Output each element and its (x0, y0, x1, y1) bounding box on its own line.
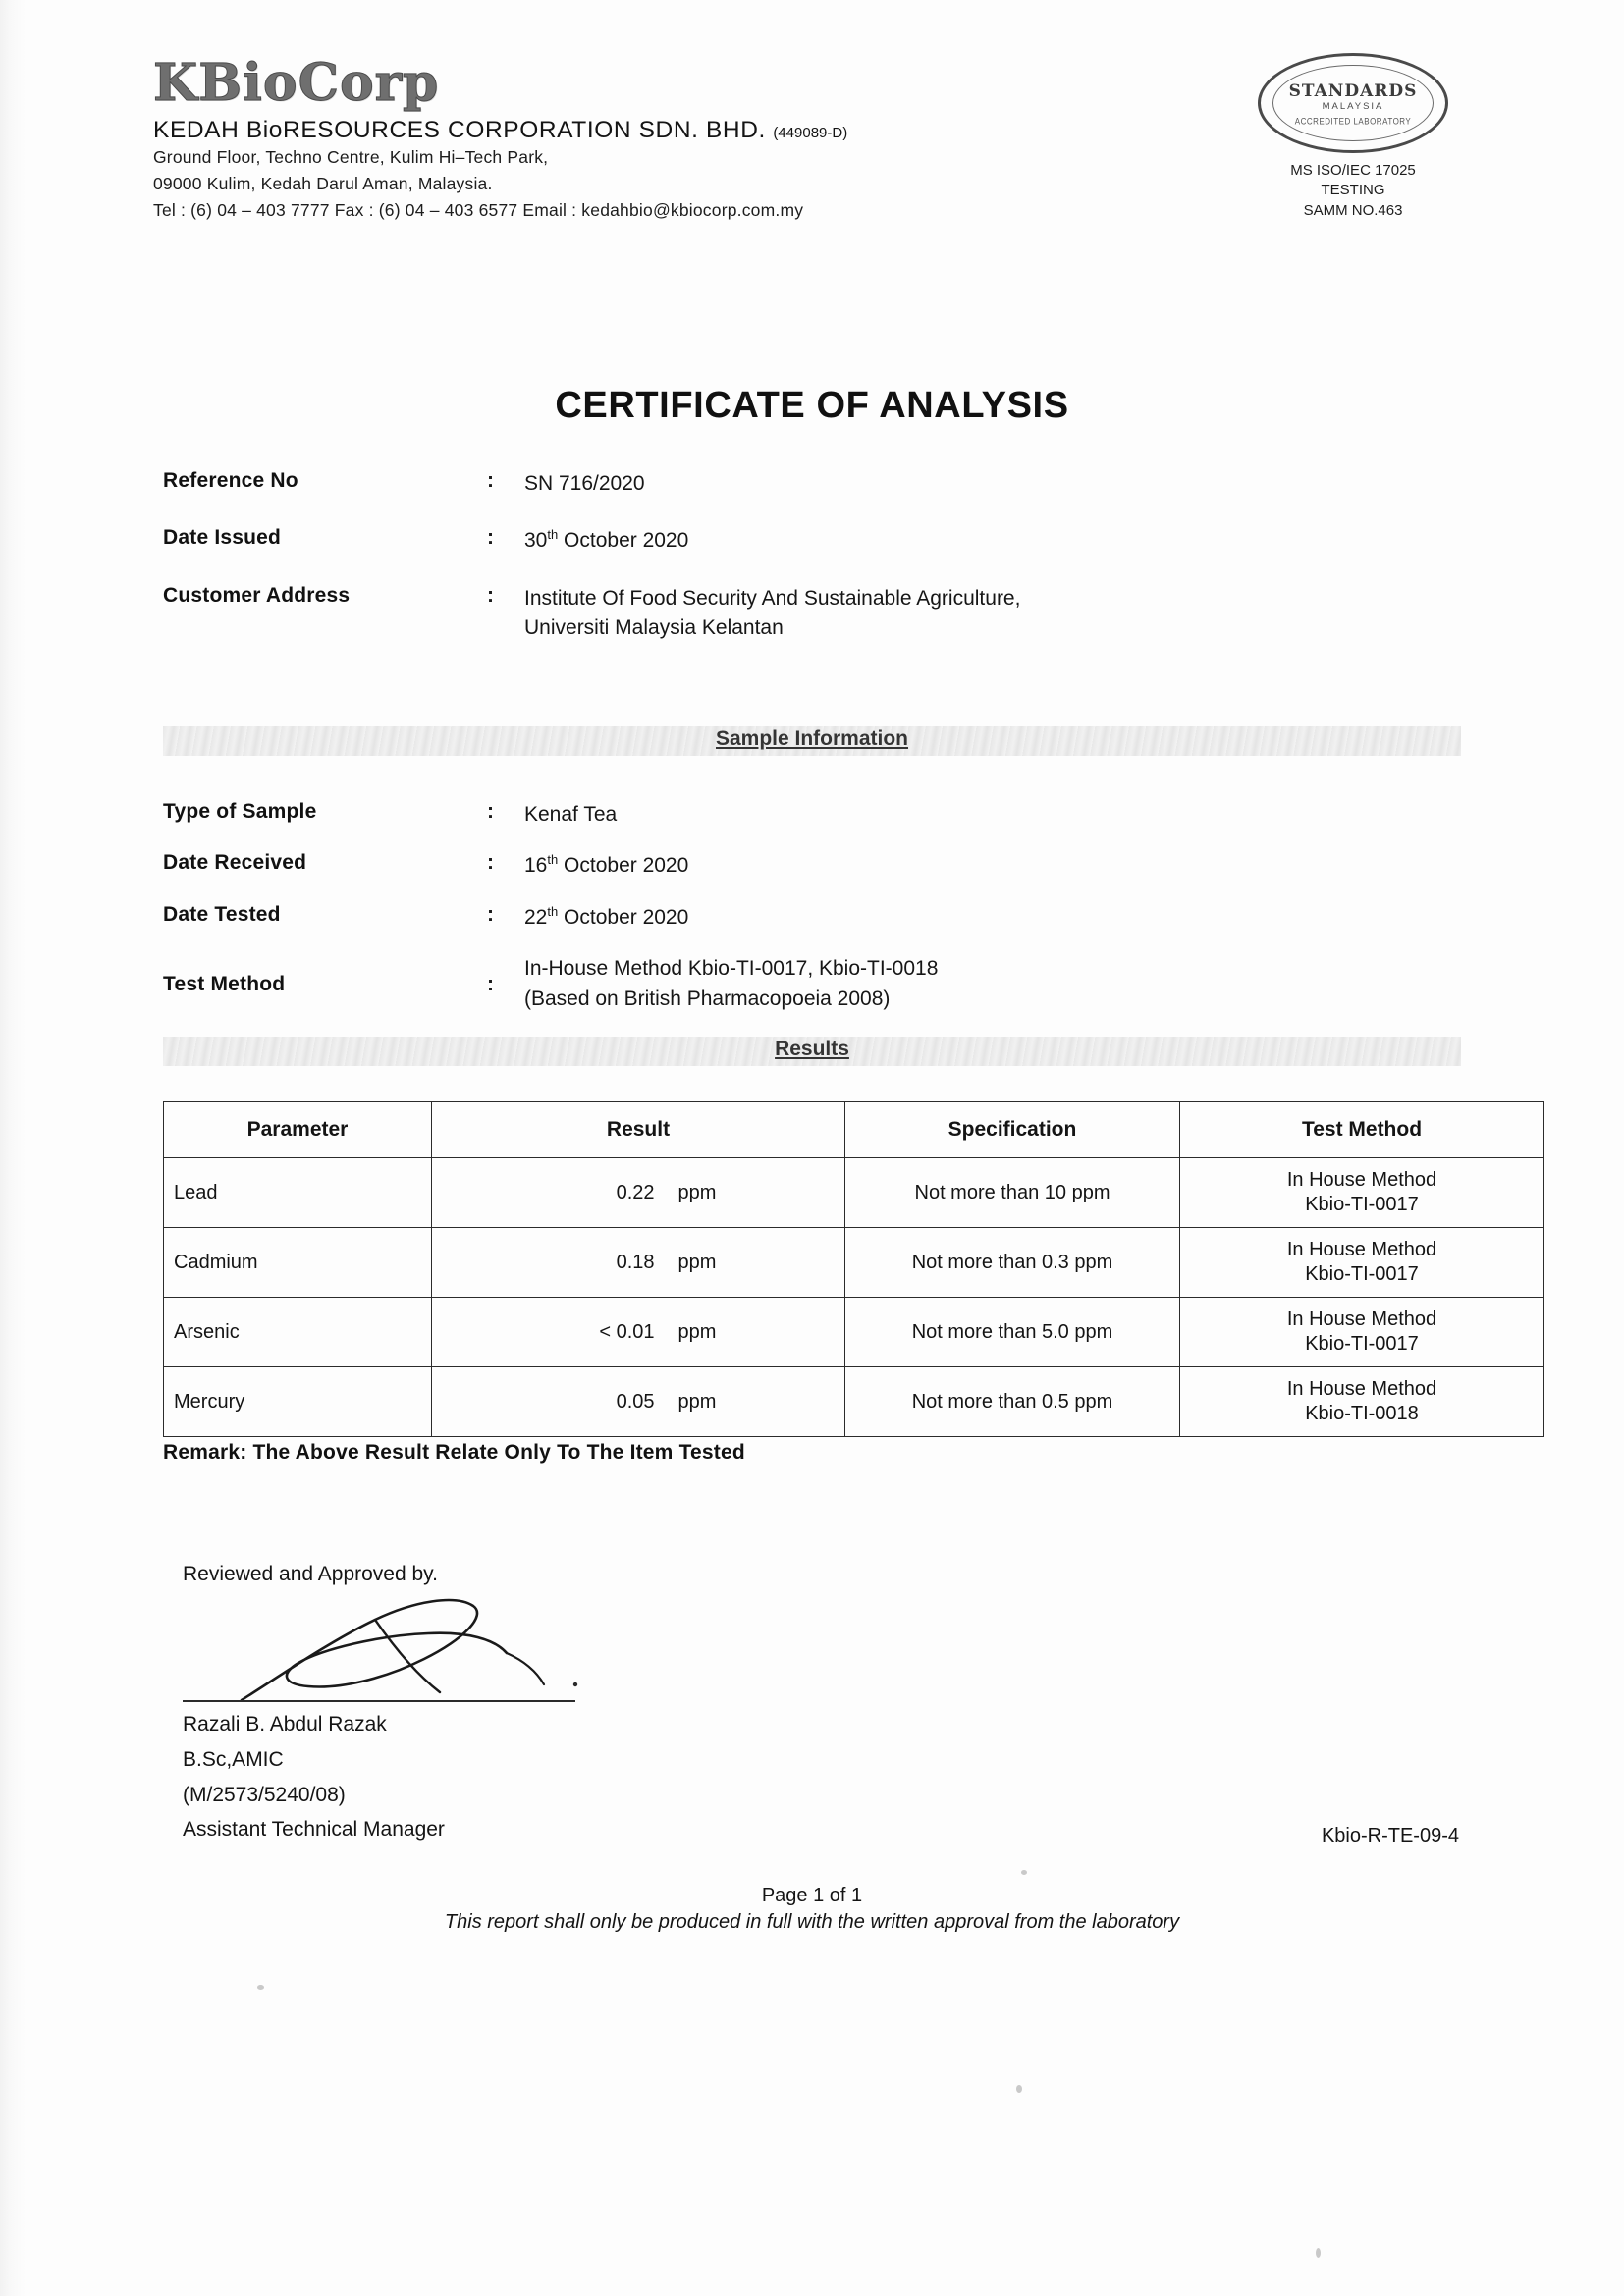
cell-result (432, 1367, 845, 1437)
scan-speck (257, 1985, 264, 1990)
date-received-month-year: October 2020 (558, 854, 689, 878)
date-received-day: 16 (524, 854, 548, 878)
date-tested-month-year: October 2020 (558, 905, 689, 929)
result-value: < 0.01 (599, 1320, 655, 1343)
scan-edge-artifact (0, 0, 26, 2296)
address-line-2: 09000 Kulim, Kedah Darul Aman, Malaysia. (153, 173, 493, 193)
cell-parameter: Lead (164, 1158, 432, 1228)
page-number: Page 1 of 1 (761, 1885, 863, 1906)
contact-line: Tel : (6) 04 – 403 7777 Fax : (6) 04 – 403 6577 Email : kedahbio@kbiocorp.com.my (153, 199, 804, 220)
signature-line (183, 1700, 575, 1702)
field-colon: : (487, 583, 494, 607)
field-colon: : (487, 469, 494, 492)
sample-information-fields (163, 800, 1439, 1036)
cell-result (432, 1298, 845, 1367)
form-code: Kbio-R-TE-09-4 (1321, 1825, 1459, 1846)
field-label: Date Issued (163, 526, 282, 550)
test-method-line-1: In-House Method Kbio-TI-0017, Kbio-TI-0018 (524, 957, 939, 981)
section-bar-results (163, 1037, 1461, 1066)
field-colon: : (487, 800, 494, 823)
cell-parameter: Cadmium (164, 1228, 432, 1298)
test-method-line-2: (Based on British Pharmacopoeia 2008) (524, 987, 891, 1010)
result-value: 0.05 (616, 1390, 655, 1413)
seal-arc-text: ACCREDITED LABORATORY (1294, 116, 1412, 127)
method-line-2: Kbio-TI-0017 (1305, 1194, 1419, 1215)
field-value: Kenaf Tea (524, 803, 618, 826)
method-line-1: In House Method (1286, 1169, 1437, 1191)
table-row (164, 1367, 1544, 1437)
header-fields (163, 469, 1439, 671)
date-received-ordinal: th (547, 852, 559, 868)
remark-text: Remark: The Above Result Relate Only To The Item Tested (163, 1441, 745, 1464)
table-row (164, 1228, 1544, 1298)
results-table (163, 1101, 1544, 1437)
field-value: SN 716/2020 (524, 472, 645, 495)
company-name-text: KEDAH BioRESOURCES CORPORATION SDN. BHD. (153, 116, 766, 143)
signatory-name: Razali B. Abdul Razak (183, 1713, 387, 1735)
date-tested-ordinal: th (547, 903, 559, 919)
signature-area (183, 1590, 644, 1704)
seal-subword: MALAYSIA (1322, 101, 1384, 112)
field-date-received (163, 851, 1439, 881)
result-value: 0.22 (616, 1181, 655, 1203)
signatory-qualification: B.Sc,AMIC (183, 1747, 284, 1771)
field-label: Date Received (163, 851, 307, 875)
standards-malaysia-seal-icon (1258, 53, 1448, 153)
scan-speck (1021, 1870, 1027, 1875)
cell-specification: Not more than 0.3 ppm (845, 1228, 1180, 1298)
date-tested-day: 22 (524, 905, 548, 929)
column-header-result: Result (432, 1102, 845, 1158)
field-customer-address (163, 584, 1439, 644)
kbiocorp-logo: KBioCorp (153, 53, 440, 113)
field-date-issued (163, 526, 1439, 556)
customer-address-line-1: Institute Of Food Security And Sustainable Agriculture, (524, 586, 1021, 610)
cell-result (432, 1228, 845, 1298)
column-header-test-method: Test Method (1180, 1102, 1544, 1158)
method-line-2: Kbio-TI-0018 (1305, 1403, 1419, 1424)
customer-address-line-2: Universiti Malaysia Kelantan (524, 616, 784, 640)
method-line-1: In House Method (1286, 1378, 1437, 1400)
handwritten-signature-icon (183, 1590, 644, 1704)
field-date-tested (163, 903, 1439, 933)
result-unit: ppm (677, 1320, 717, 1343)
section-title-sample-information: Sample Information (715, 727, 909, 750)
cell-test-method (1180, 1298, 1544, 1367)
accreditation-line-3: SAMM NO.463 (1303, 201, 1403, 219)
signature-block (183, 1563, 870, 1844)
section-bar-sample-information (163, 726, 1461, 756)
page-title: CERTIFICATE OF ANALYSIS (555, 385, 1069, 426)
method-line-2: Kbio-TI-0017 (1305, 1333, 1419, 1355)
cell-result (432, 1158, 845, 1228)
signatory-registration: (M/2573/5240/08) (183, 1783, 346, 1806)
field-type-of-sample (163, 800, 1439, 829)
scan-speck (1016, 2085, 1022, 2093)
field-label: Test Method (163, 972, 286, 995)
signatory-position: Assistant Technical Manager (183, 1818, 445, 1842)
company-registration-no: (449089-D) (773, 124, 848, 141)
reviewed-approved-label: Reviewed and Approved by. (183, 1563, 438, 1585)
cell-parameter: Arsenic (164, 1298, 432, 1367)
footer-disclaimer: This report shall only be produced in full with the written approval from the laboratory (444, 1911, 1180, 1933)
field-colon: : (487, 526, 494, 550)
company-name (153, 117, 1233, 144)
field-label: Customer Address (163, 583, 351, 607)
cell-test-method (1180, 1158, 1544, 1228)
seal-word: STANDARDS (1288, 81, 1418, 101)
field-value (524, 851, 1439, 881)
section-title-results: Results (775, 1038, 849, 1060)
scan-speck (1316, 2248, 1321, 2258)
table-header-row (164, 1102, 1544, 1158)
method-line-1: In House Method (1286, 1239, 1437, 1260)
cell-specification: Not more than 0.5 ppm (845, 1367, 1180, 1437)
field-reference-no (163, 469, 1439, 499)
accreditation-line-1: MS ISO/IEC 17025 (1290, 162, 1416, 179)
cell-specification: Not more than 10 ppm (845, 1158, 1180, 1228)
cell-parameter: Mercury (164, 1367, 432, 1437)
field-colon: : (487, 851, 494, 875)
field-label: Date Tested (163, 902, 281, 926)
column-header-parameter: Parameter (164, 1102, 432, 1158)
accreditation-line-2: TESTING (1321, 182, 1385, 199)
field-value (524, 584, 1439, 644)
accreditation-stamp (1255, 53, 1451, 221)
letterhead (153, 53, 1233, 224)
result-value: 0.18 (616, 1251, 655, 1273)
field-value (524, 526, 1439, 556)
table-row (164, 1158, 1544, 1228)
column-header-specification: Specification (845, 1102, 1180, 1158)
address-line-1: Ground Floor, Techno Centre, Kulim Hi–Tech Park, (153, 146, 549, 167)
date-issued-day: 30 (524, 529, 548, 553)
result-unit: ppm (677, 1251, 717, 1273)
date-issued-month-year: October 2020 (558, 529, 689, 553)
field-label: Type of Sample (163, 800, 317, 823)
field-value (524, 954, 1439, 1014)
result-unit: ppm (677, 1390, 717, 1413)
method-line-2: Kbio-TI-0017 (1305, 1263, 1419, 1285)
field-value (524, 903, 1439, 933)
field-colon: : (487, 972, 494, 995)
page-footer (0, 1885, 1624, 1934)
field-label: Reference No (163, 469, 298, 492)
cell-specification: Not more than 5.0 ppm (845, 1298, 1180, 1367)
cell-test-method (1180, 1228, 1544, 1298)
date-issued-ordinal: th (547, 527, 559, 543)
cell-test-method (1180, 1367, 1544, 1437)
field-colon: : (487, 902, 494, 926)
table-row (164, 1298, 1544, 1367)
method-line-1: In House Method (1286, 1308, 1437, 1330)
field-test-method (163, 954, 1439, 1014)
result-unit: ppm (677, 1181, 717, 1203)
